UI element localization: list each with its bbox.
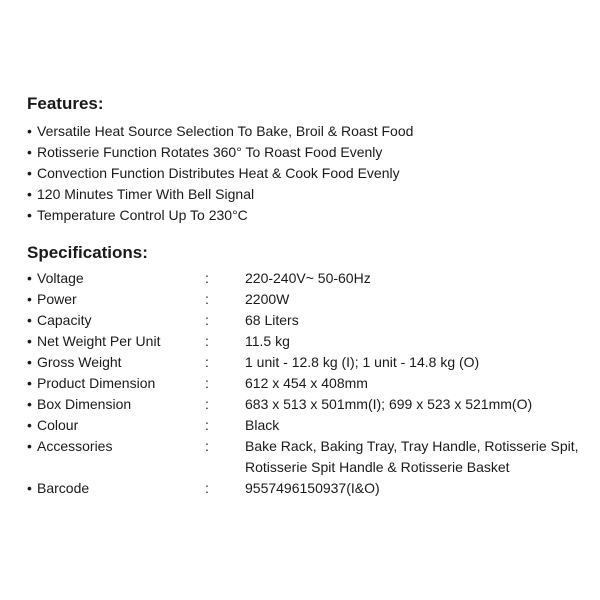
spec-label [27, 436, 205, 457]
feature-item [27, 184, 413, 205]
bullet-icon: • [27, 186, 32, 202]
spec-value-line: 1 unit - 12.8 kg (I); 1 unit - 14.8 kg (O) [245, 354, 480, 370]
bullet-icon: • [27, 438, 32, 454]
spec-label [27, 289, 205, 310]
spec-value-line: 220-240V~ 50-60Hz [245, 270, 371, 286]
feature-text: 120 Minutes Timer With Bell Signal [37, 186, 255, 202]
spec-separator: : [205, 270, 209, 286]
spec-value-line: 2200W [245, 291, 290, 307]
spec-label [27, 415, 205, 436]
spec-label-text: Power [37, 291, 77, 307]
spec-value-line: 11.5 kg [245, 333, 290, 349]
specifications-table [27, 268, 579, 499]
spec-row [27, 331, 579, 352]
bullet-icon: • [27, 291, 32, 307]
spec-separator: : [205, 375, 209, 391]
spec-row [27, 268, 579, 289]
bullet-icon: • [27, 312, 32, 328]
spec-value-line: Rotisserie Spit Handle & Rotisserie Basket [245, 459, 510, 475]
bullet-icon: • [27, 144, 32, 160]
spec-label [27, 310, 205, 331]
specifications-heading: Specifications: [27, 243, 148, 262]
spec-label-text: Barcode [37, 480, 90, 496]
feature-text: Versatile Heat Source Selection To Bake, Broil & Roast Food [37, 123, 414, 139]
spec-label-text: Accessories [37, 438, 113, 454]
feature-item [27, 163, 413, 184]
bullet-icon: • [27, 207, 32, 223]
spec-label-text: Capacity [37, 312, 92, 328]
spec-label [27, 478, 205, 499]
spec-value [245, 352, 479, 373]
spec-label-text: Colour [37, 417, 79, 433]
spec-value [245, 310, 299, 331]
feature-text: Rotisserie Function Rotates 360° To Roast Food Evenly [37, 144, 383, 160]
feature-text: Temperature Control Up To 230°C [37, 207, 248, 223]
spec-value [245, 394, 532, 415]
spec-row [27, 415, 579, 436]
bullet-icon: • [27, 123, 32, 139]
spec-label [27, 268, 205, 289]
features-list [27, 121, 413, 226]
spec-value [245, 331, 290, 352]
feature-text: Convection Function Distributes Heat & Cook Food Evenly [37, 165, 400, 181]
bullet-icon: • [27, 270, 32, 286]
spec-row [27, 289, 579, 310]
spec-row [27, 352, 579, 373]
spec-label [27, 373, 205, 394]
spec-separator: : [205, 396, 209, 412]
feature-item [27, 121, 413, 142]
spec-label-text: Product Dimension [37, 375, 156, 391]
spec-value-line: 68 Liters [245, 312, 299, 328]
spec-value-line: Black [245, 417, 280, 433]
spec-separator: : [205, 438, 209, 454]
spec-separator: : [205, 417, 209, 433]
spec-label [27, 352, 205, 373]
bullet-icon: • [27, 417, 32, 433]
feature-item [27, 142, 413, 163]
bullet-icon: • [27, 480, 32, 496]
spec-value-line: Bake Rack, Baking Tray, Tray Handle, Rotisserie Spit, [245, 438, 579, 454]
spec-label-text: Box Dimension [37, 396, 132, 412]
spec-value [245, 268, 371, 289]
features-heading: Features: [27, 94, 104, 113]
spec-label-text: Voltage [37, 270, 84, 286]
spec-row [27, 373, 579, 394]
spec-separator: : [205, 312, 209, 328]
spec-value [245, 289, 289, 310]
spec-row [27, 310, 579, 331]
spec-row [27, 478, 579, 499]
bullet-icon: • [27, 396, 32, 412]
spec-value [245, 415, 279, 436]
spec-value-line: 9557496150937(I&O) [245, 480, 380, 496]
spec-label-text: Gross Weight [37, 354, 122, 370]
spec-separator: : [205, 291, 209, 307]
spec-label [27, 394, 205, 415]
spec-row [27, 436, 579, 478]
spec-label-text: Net Weight Per Unit [37, 333, 161, 349]
spec-value-line: 683 x 513 x 501mm(I); 699 x 523 x 521mm(O) [245, 396, 533, 412]
feature-item [27, 205, 413, 226]
bullet-icon: • [27, 375, 32, 391]
bullet-icon: • [27, 165, 32, 181]
spec-row [27, 394, 579, 415]
spec-value-line: 612 x 454 x 408mm [245, 375, 368, 391]
bullet-icon: • [27, 354, 32, 370]
spec-separator: : [205, 480, 209, 496]
spec-label [27, 331, 205, 352]
spec-value [245, 373, 368, 394]
spec-separator: : [205, 354, 209, 370]
bullet-icon: • [27, 333, 32, 349]
spec-separator: : [205, 333, 209, 349]
spec-value [245, 478, 380, 499]
spec-value [245, 436, 579, 478]
